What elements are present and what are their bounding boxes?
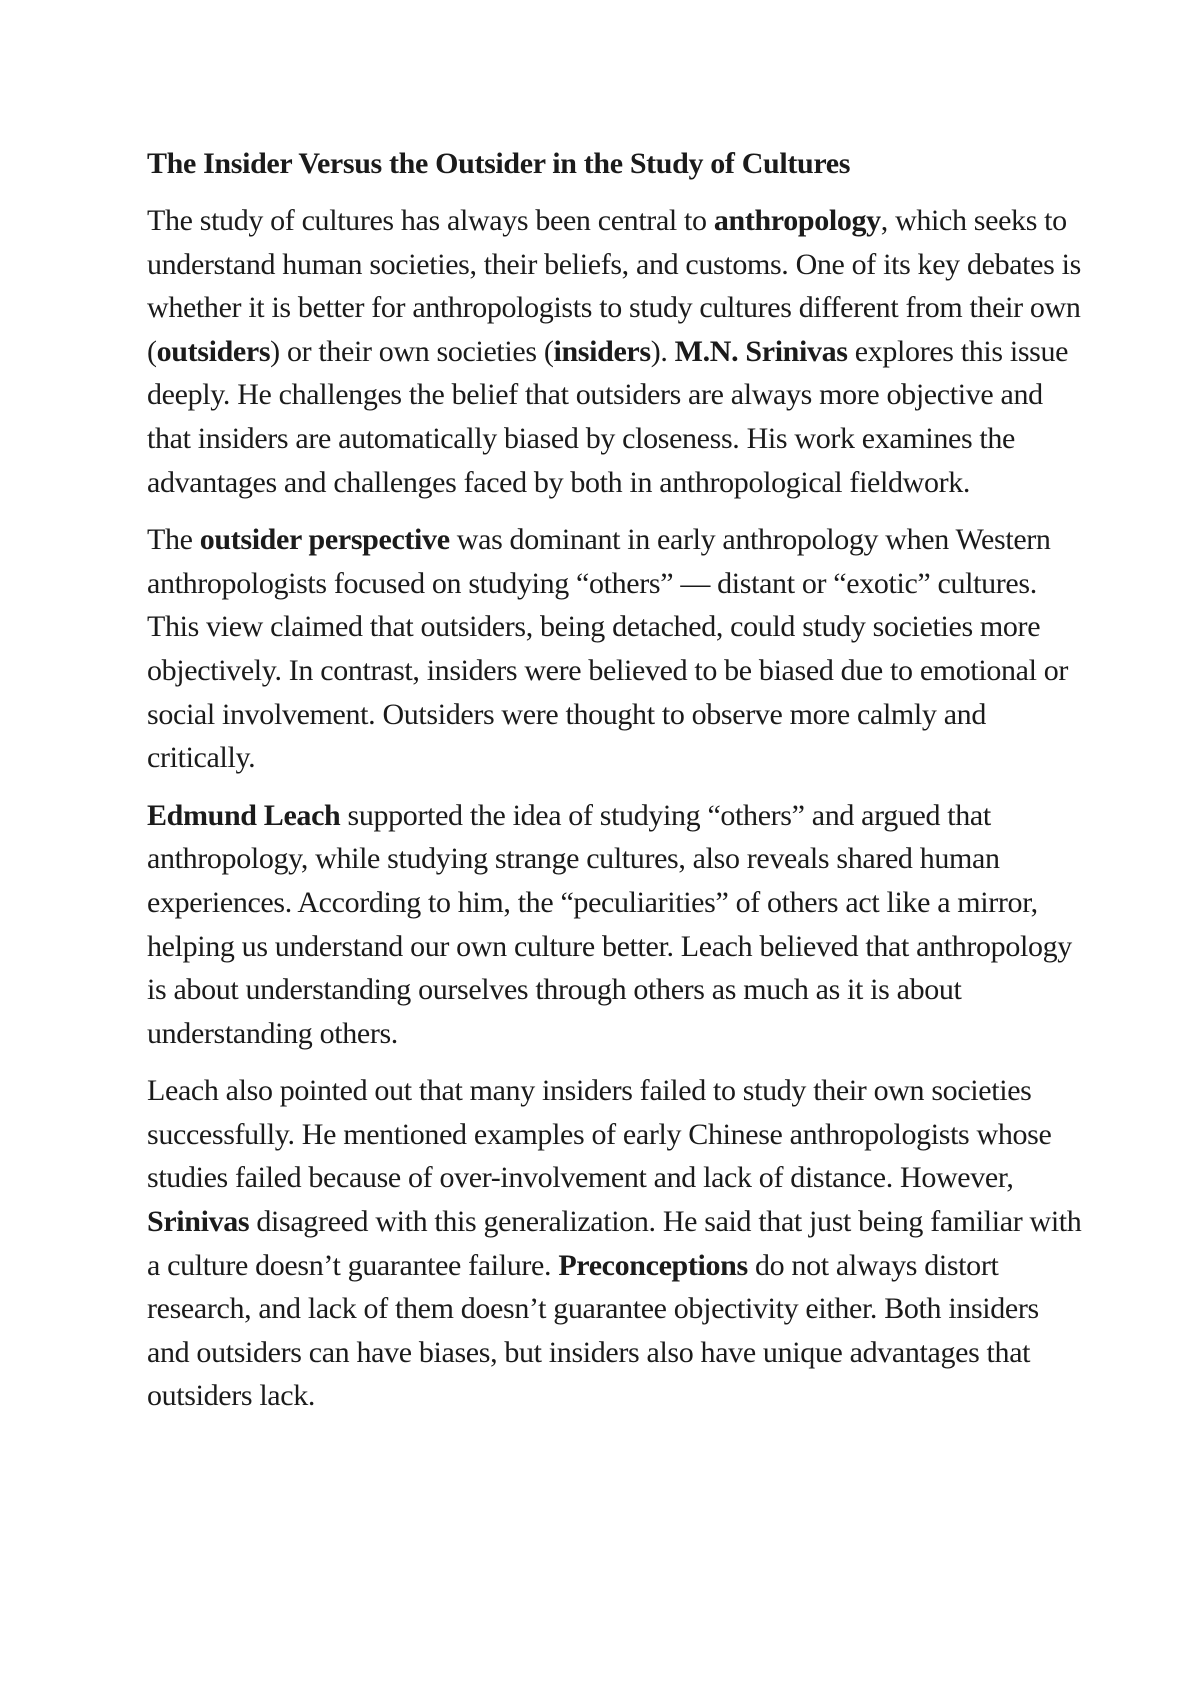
bold-term-outsiders: outsiders (156, 334, 271, 368)
bold-term-edmund-leach: Edmund Leach (147, 798, 341, 832)
document-title: The Insider Versus the Outsider in the Study of Cultures (147, 147, 851, 180)
bold-term-outsider-perspective: outsider perspective (199, 523, 450, 557)
text-run: supported the idea of studying “others” and argued that anthropology, while studying strange cultures, also reveals shared human experiences. According to him, the “peculiarities” of others act like a mirror, helping us understand our own culture better. Leach believed that anthropology is about understanding ourselves through others as much as it is about understanding others. (147, 798, 1072, 1050)
text-run: , which seeks to understand human societies, their beliefs, and customs. One of its key debates is whether it is better for anthropologists to study cultures different from their own ( (147, 204, 1081, 368)
document-body (147, 142, 1082, 1432)
text-run: The (147, 523, 200, 557)
text-run: Leach also pointed out that many insiders failed to study their own societies successfully. He mentioned examples of early Chinese anthropologists whose studies failed because of over-involvement and lack of distance. However, (147, 1074, 1052, 1195)
paragraph-2 (147, 518, 1082, 780)
text-run: disagreed with this generalization. He said that just being familiar with a culture doesn’t guarantee failure. (147, 1205, 1082, 1282)
bold-term-mn-srinivas: M.N. Srinivas (674, 334, 848, 368)
bold-term-srinivas: Srinivas (147, 1205, 250, 1239)
paragraph-3 (147, 794, 1082, 1056)
text-run: The study of cultures has always been central to (147, 204, 714, 237)
text-run: ). (650, 334, 675, 368)
text-run: do not always distort research, and lack of them doesn’t guarantee objectivity either. Both insiders and outsiders can have biases, but insiders also have unique advantages that outsiders lack. (147, 1248, 1039, 1413)
text-run: was dominant in early anthropology when Western anthropologists focused on studying “others” — distant or “exotic” cultures. This view claimed that outsiders, being detached, could study societies more objectively. In contrast, insiders were believed to be biased due to emotional or social involvement. Outsiders were thought to observe more calmly and critically. (147, 523, 1069, 775)
bold-term-anthropology: anthropology (713, 204, 881, 237)
bold-term-preconceptions: Preconceptions (558, 1248, 748, 1282)
paragraph-4 (147, 1069, 1082, 1418)
bold-term-insiders: insiders (553, 334, 651, 368)
paragraph-1 (147, 199, 1082, 504)
text-run: ) or their own societies ( (270, 334, 554, 368)
text-run: explores this issue deeply. He challenges the belief that outsiders are always more objective and that insiders are automatically biased by closeness. His work examines the advantages and challenges faced by both in anthropological fieldwork. (147, 334, 1069, 499)
